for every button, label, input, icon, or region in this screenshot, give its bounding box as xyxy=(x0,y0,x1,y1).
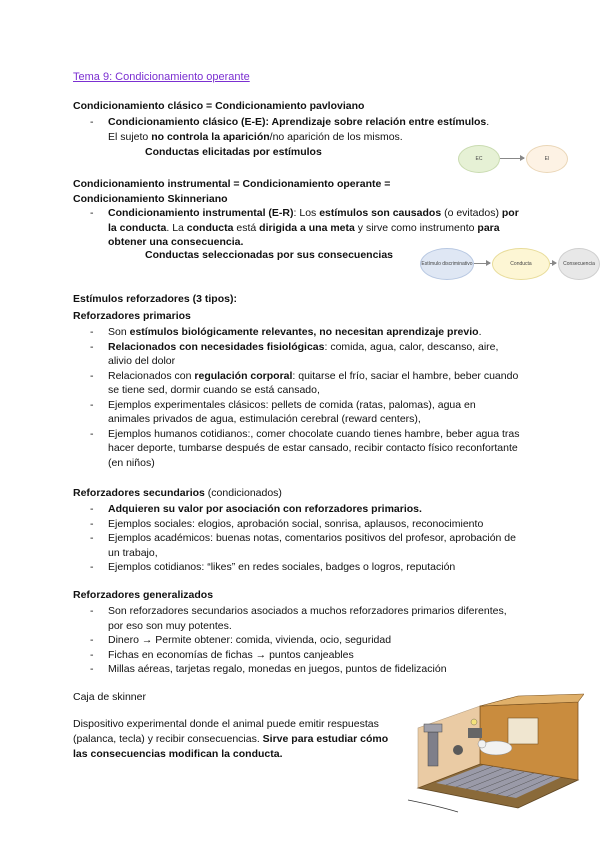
instrumental-heading-1: Condicionamiento instrumental = Condicionamiento operante = xyxy=(73,178,391,190)
list-item: - Ejemplos experimentales clásicos: pellets de comida (ratas, palomas), agua en animales privados de agua, estimulación cerebral (reward centers), xyxy=(90,398,520,427)
primarios-list xyxy=(90,325,520,470)
diagram-arrow xyxy=(500,158,524,159)
list-item: - Adquieren su valor por asociación con reforzadores primarios. xyxy=(90,502,520,517)
list-item: - Condicionamiento instrumental (E-R): Los estímulos son causados (o evitados) por la conducta. La conducta está dirigida a una meta y sirve como instrumento para obtener una consecuencia. xyxy=(90,206,530,250)
diagram-arrow xyxy=(550,263,556,264)
list-item: - Ejemplos humanos cotidianos:, comer chocolate cuando tienes hambre, beber agua tras hacer deporte, tumbarse después de estar cansado, recibir contacto físico reconfortante (en niños) xyxy=(90,427,520,471)
diagram-oval-ei: EI xyxy=(526,145,568,173)
instrumental-list xyxy=(90,206,530,250)
instrumental-center-text: Conductas seleccionadas por sus consecuencias xyxy=(145,249,394,261)
diagram-oval-ec: EC xyxy=(458,145,500,173)
list-item: - Millas aéreas, tarjetas regalo, monedas en juegos, puntos de fidelización xyxy=(90,662,520,677)
clasico-list xyxy=(90,115,520,144)
clasico-heading: Condicionamiento clásico = Condicionamiento pavloviano xyxy=(73,100,365,112)
list-item: - Relacionados con necesidades fisiológicas: comida, agua, calor, descanso, aire, alivio del dolor xyxy=(90,340,520,369)
secundarios-heading: Reforzadores secundarios (condicionados) xyxy=(73,487,282,499)
diagram-arrow xyxy=(474,263,490,264)
secundarios-list xyxy=(90,502,520,575)
list-item: - Relacionados con regulación corporal: quitarse el frío, saciar el hambre, beber cuando se tiene sed, dormir cuando se está cansado, xyxy=(90,369,520,398)
primarios-heading: Reforzadores primarios xyxy=(73,310,191,322)
instrumental-heading-2: Condicionamiento Skinneriano xyxy=(73,193,228,205)
clasico-center-text: Conductas elicitadas por estímulos xyxy=(145,146,322,158)
diagram-oval-conducta: Conducta xyxy=(492,248,550,280)
diagram-oval-consecuencia: Consecuencia xyxy=(558,248,600,280)
generalizados-heading: Reforzadores generalizados xyxy=(73,589,214,601)
list-item: - Condicionamiento clásico (E-E): Aprendizaje sobre relación entre estímulos. El sujeto no controla la aparición/no aparición de los mismos. xyxy=(90,115,520,144)
list-item: - Fichas en economías de fichas → puntos canjeables xyxy=(90,648,520,663)
list-item: - Son reforzadores secundarios asociados a muchos reforzadores primarios diferentes, por eso son muy potentes. xyxy=(90,604,520,633)
caja-heading: Caja de skinner xyxy=(73,691,146,703)
generalizados-list xyxy=(90,604,520,677)
page-title[interactable]: Tema 9: Condicionamiento operante xyxy=(73,71,250,83)
caja-paragraph: Dispositivo experimental donde el animal puede emitir respuestas (palanca, tecla) y recibir consecuencias. Sirve para estudiar cómo las consecuencias modifican la conducta. xyxy=(73,718,389,760)
skinner-box-illustration xyxy=(398,688,584,820)
estimulos-heading: Estímulos reforzadores (3 tipos): xyxy=(73,293,237,305)
list-item: - Ejemplos sociales: elogios, aprobación social, sonrisa, aplausos, reconocimiento xyxy=(90,517,520,532)
list-item: - Ejemplos académicos: buenas notas, comentarios positivos del profesor, aprobación de un trabajo, xyxy=(90,531,520,560)
list-item: - Ejemplos cotidianos: “likes” en redes sociales, badges o logros, reputación xyxy=(90,560,520,575)
clasico-item-bold: Condicionamiento clásico (E-E): Aprendizaje sobre relación entre estímulos xyxy=(108,116,487,128)
list-item: - Son estímulos biológicamente relevantes, no necesitan aprendizaje previo. xyxy=(90,325,520,340)
list-item: - Dinero → Permite obtener: comida, vivienda, ocio, seguridad xyxy=(90,633,520,648)
diagram-oval-discriminativo: Estímulo discriminativo xyxy=(420,248,474,280)
